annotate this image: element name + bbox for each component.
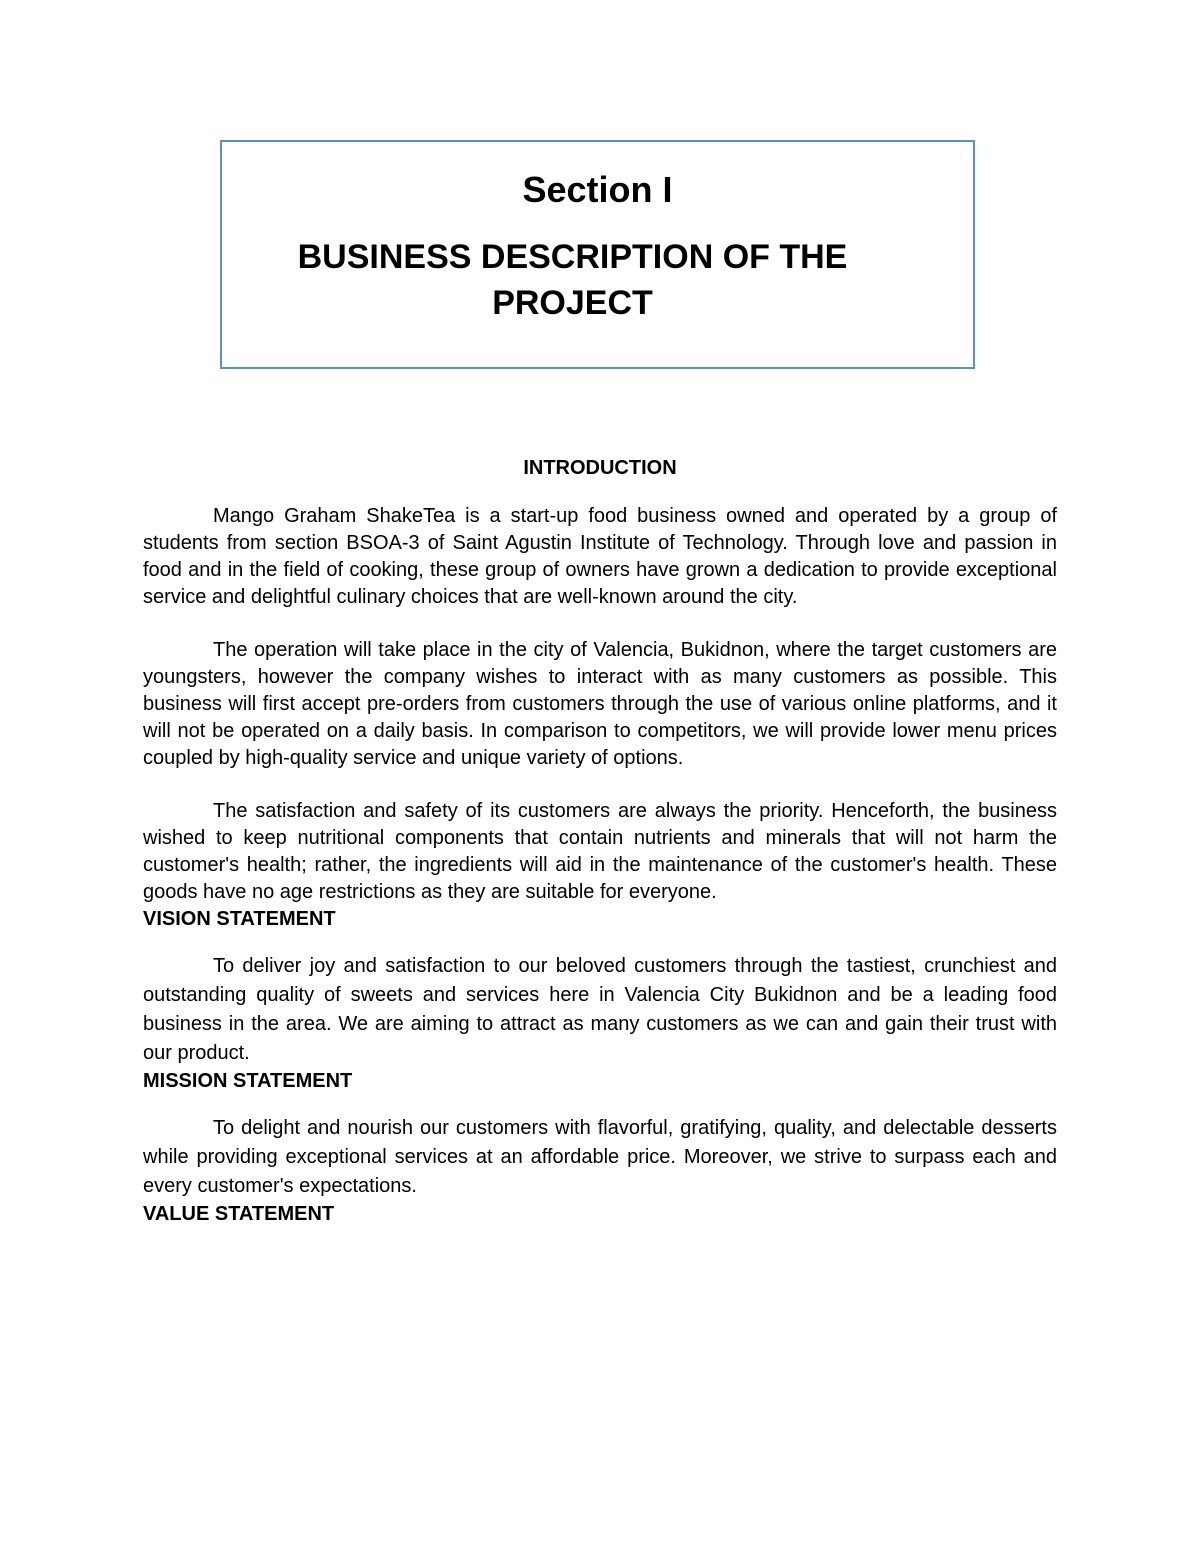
introduction-heading: INTRODUCTION [523,457,677,479]
value-heading: VALUE STATEMENT [143,1203,335,1225]
section-label: Section I [522,169,673,210]
project-title: BUSINESS DESCRIPTION OF THE PROJECT [297,238,848,322]
vision-heading: VISION STATEMENT [143,908,336,930]
mission-heading: MISSION STATEMENT [143,1070,353,1092]
introduction-paragraph-2: The operation will take place in the city of Valencia, Bukidnon, where the target customers are youngsters, however the company wishes to interact with as many customers as possible. This business will first accept pre-orders from customers through the use of various online platforms, and it will not be operated on a daily basis. In comparison to competitors, we will provide lower menu prices coupled by high-quality service and unique variety of options. [143,639,1057,769]
introduction-paragraph-3: The satisfaction and safety of its customers are always the priority. Henceforth, the business wished to keep nutritional components that contain nutrients and minerals that will not harm the customer's health; rather, the ingredients will aid in the maintenance of the customer's health. These goods have no age restrictions as they are suitable for everyone. [143,800,1057,903]
vision-paragraph: To deliver joy and satisfaction to our beloved customers through the tastiest, crunchiest and outstanding quality of sweets and services here in Valencia City Bukidnon and be a leading food business in the area. We are aiming to attract as many customers as we can and gain their trust with our product. [143,955,1057,1064]
introduction-paragraph-1: Mango Graham ShakeTea is a start-up food business owned and operated by a group of students from section BSOA-3 of Saint Agustin Institute of Technology. Through love and passion in food and in the field of cooking, these group of owners have grown a dedication to provide exceptional service and delightful culinary choices that are well-known around the city. [143,505,1057,608]
section-title-box [220,140,975,369]
mission-paragraph: To delight and nourish our customers with flavorful, gratifying, quality, and delectable desserts while providing exceptional services at an affordable price. Moreover, we strive to surpass each and every customer's expectations. [143,1117,1057,1197]
document-body [143,455,1057,1228]
